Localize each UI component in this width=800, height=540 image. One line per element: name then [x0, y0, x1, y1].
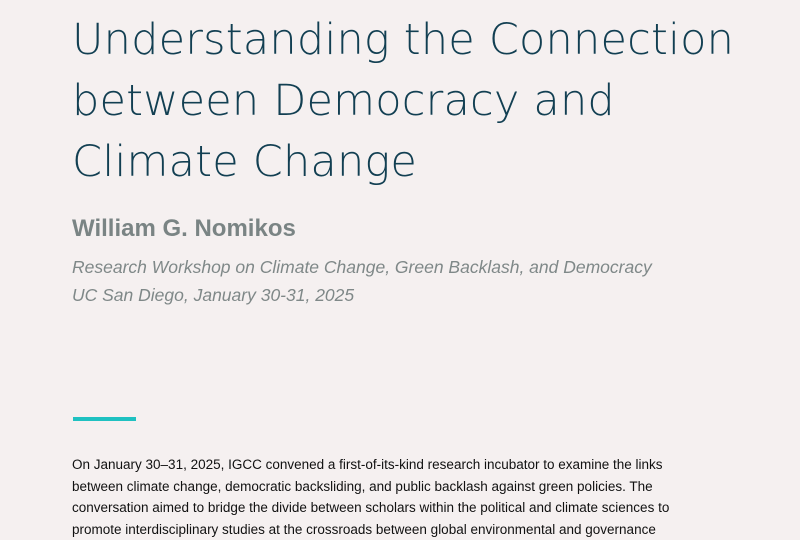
accent-divider [73, 417, 136, 421]
body-line: promote interdisciplinary studies at the crossroads between global environmental and governance [72, 519, 722, 540]
title-line: Climate Change [72, 132, 772, 193]
subtitle-line: Research Workshop on Climate Change, Green Backlash, and Democracy [72, 253, 652, 281]
body-line: On January 30–31, 2025, IGCC convened a first-of-its-kind research incubator to examine the links [72, 454, 722, 476]
body-line: between climate change, democratic backsliding, and public backlash against green policies. The [72, 476, 722, 498]
document-title [72, 10, 772, 193]
title-line: Understanding the Connection [72, 10, 772, 71]
body-paragraph [72, 454, 722, 540]
title-line: between Democracy and [72, 71, 772, 132]
body-line: conversation aimed to bridge the divide between scholars within the political and climate sciences to [72, 497, 722, 519]
subtitle-line: UC San Diego, January 30-31, 2025 [72, 281, 652, 309]
author-name: William G. Nomikos [72, 213, 296, 245]
event-subtitle [72, 253, 652, 309]
